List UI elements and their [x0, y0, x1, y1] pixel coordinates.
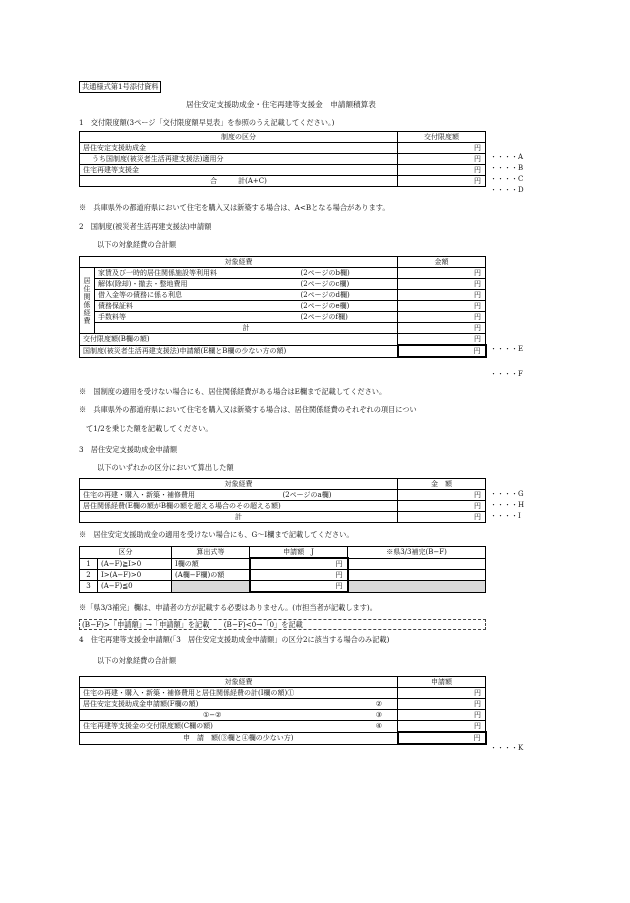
- s2-limit-label: 交付限度額(B欄の額): [80, 334, 398, 346]
- s3-calc-formula: I欄の額: [172, 558, 250, 570]
- s1-col-category: 制度の区分: [80, 132, 398, 143]
- s1-row-d-label: 合 計(A+C): [80, 176, 398, 187]
- s1-row-a-input[interactable]: 円: [398, 143, 486, 154]
- s1-ref-c: ・・・・C: [490, 175, 524, 183]
- s3-calc-col-amount: 申請額 J: [250, 547, 348, 559]
- s4-apply-label: 申 請 額(③欄と④欄の少ない方): [80, 732, 398, 744]
- s4-row-2-input[interactable]: 円: [398, 699, 486, 710]
- s3-calc-table: [79, 546, 486, 593]
- s3-calc-col-pref: ※県3/3補完(B−F): [348, 547, 486, 559]
- s3-row-i-label: 計: [80, 512, 398, 523]
- s3-ref-i: ・・・・I: [490, 512, 521, 520]
- s3-calc-cond: (A−F)≧I>0: [98, 558, 172, 570]
- s3-calc-input[interactable]: 円: [250, 570, 348, 581]
- s3-ref-h: ・・・・H: [490, 501, 525, 509]
- s2-item-input[interactable]: 円: [398, 290, 486, 301]
- s2-total-input[interactable]: 円: [398, 323, 486, 334]
- s3-calc-no: 1: [80, 558, 98, 570]
- s3-note: ※ 居住安定支援助成金の適用を受けない場合にも、G〜I欄まで記載してください。: [79, 530, 354, 539]
- s4-heading: 4 住宅再建等支援金申請額(「3 居住安定支援助成金申請額」の区分2に該当する場合のみ記載): [79, 635, 390, 644]
- s3-row-g-input[interactable]: 円: [398, 490, 486, 501]
- s1-ref-b: ・・・・B: [490, 164, 524, 172]
- s3-col-amount: 金 額: [398, 479, 486, 490]
- s1-row-b-input[interactable]: 円: [398, 154, 486, 165]
- s1-row-c-label: 住宅再建等支援金: [80, 165, 398, 176]
- s4-row-1-input[interactable]: 円: [398, 688, 486, 699]
- s4-ref-k: ・・・・K: [490, 744, 524, 752]
- s3-heading: 3 居住安定支援助成金申請額: [79, 445, 178, 454]
- page-title: 居住安定支援助成金・住宅再建等支援金 申請額積算表: [186, 100, 376, 109]
- s2-limit-input[interactable]: 円: [398, 334, 486, 346]
- s3-note-pref: ※「県3/3補完」欄は、申請者の方が記載する必要はありません。(市担当者が記載します)。: [79, 603, 377, 612]
- s2-ref-e: ・・・・E: [490, 345, 524, 353]
- s3-table: [79, 478, 486, 523]
- s2-note-2a: ※ 兵庫県外の都道府県において住宅を購入又は新築する場合は、居住関係経費のそれぞれの項目につい: [79, 405, 417, 414]
- s3-calc-col-category: 区分: [80, 547, 172, 559]
- s4-row-2-mark: ②: [375, 700, 382, 708]
- s4-row-3-input[interactable]: 円: [398, 710, 486, 721]
- s1-ref-d: ・・・・D: [490, 186, 524, 194]
- s1-table: [79, 131, 486, 187]
- s2-item-ref: (2ページのe欄): [298, 301, 398, 312]
- s4-table: [79, 676, 487, 745]
- s2-vertical-label: 居住関係経費: [80, 268, 95, 334]
- s3-col-expense: 対象経費: [80, 479, 398, 490]
- s2-item-input[interactable]: 円: [398, 279, 486, 290]
- s2-note-1: ※ 国制度の適用を受けない場合にも、居住関係経費がある場合はE欄まで記載してください。: [79, 387, 387, 396]
- s2-apply-label: 国制度(被災者生活再建支援法)申請額(E欄とB欄の少ない方の額): [80, 345, 398, 357]
- s1-ref-a: ・・・・A: [490, 153, 524, 161]
- s3-calc-no: 3: [80, 581, 98, 593]
- s3-calc-formula: (A欄−F欄)の額: [172, 570, 250, 581]
- s4-row-3-mark: ③: [375, 711, 382, 719]
- s2-note-2b: て1/2を乗じた額を記載してください。: [86, 424, 213, 433]
- s4-row-3-label: [80, 710, 398, 721]
- s1-row-a-label: 居住安定支援助成金: [80, 143, 398, 154]
- s4-col-expense: 対象経費: [80, 677, 398, 688]
- s3-calc-input[interactable]: 円: [250, 581, 348, 593]
- s3-calc-formula: [172, 581, 250, 593]
- s2-item-input[interactable]: 円: [398, 268, 486, 279]
- s3-calc-pref-cell[interactable]: [348, 558, 486, 570]
- s2-item-input[interactable]: 円: [398, 301, 486, 312]
- s2-sub: 以下の対象経費の合計額: [97, 240, 177, 249]
- s4-row-4-input[interactable]: 円: [398, 721, 486, 733]
- s2-item-ref: (2ページのf欄): [298, 312, 398, 323]
- s4-row-4-text: 住宅再建等支援金の交付限度額(C欄の額): [83, 722, 213, 731]
- s3-row-g-label: 住宅の再建・購入・新築・補修費用: [80, 490, 280, 501]
- s4-col-amount: 申請額: [398, 677, 486, 688]
- s2-item-label: 解体(除却)・撤去・整地費用: [95, 279, 298, 290]
- s2-item-label: 債務保証料: [95, 301, 298, 312]
- s3-calc-cond: I>(A−F)>0: [98, 570, 172, 581]
- s4-row-1-label: 住宅の再建・購入・新築・補修費用と居住関係経費の計(I欄の額)①: [80, 688, 398, 699]
- s1-row-b-label: うち国制度(被災者生活再建支援法)適用分: [80, 154, 398, 165]
- s4-sub: 以下の対象経費の合計額: [97, 656, 177, 665]
- s2-item-ref: (2ページのb欄): [298, 268, 398, 279]
- s4-row-2-label: [80, 699, 398, 710]
- s3-row-g-ref: (2ページのa欄): [280, 490, 398, 501]
- s3-calc-cond: (A−F)≦0: [98, 581, 172, 593]
- s2-item-label: 借入金等の債務に係る利息: [95, 290, 298, 301]
- s3-row-h-label: 居住関係経費(E欄の額がB欄の額を超える場合のその超える額): [80, 501, 398, 512]
- s3-note-rule: (B−F)>「申請額」→「申請額」を記載 (B−F)<0→「0」を記載: [79, 619, 486, 630]
- s2-total-label: 計: [95, 323, 398, 334]
- s2-item-ref: (2ページのd欄): [298, 290, 398, 301]
- s2-item-label: 手数料等: [95, 312, 298, 323]
- s3-sub: 以下のいずれかの区分において算出した額: [97, 463, 234, 472]
- s3-ref-g: ・・・・G: [490, 490, 524, 498]
- s4-row-4-mark: ④: [375, 722, 382, 731]
- s1-col-limit: 交付限度額: [398, 132, 486, 143]
- s2-item-label: 家賃及び一時的居住関係施設等利用料: [95, 268, 298, 279]
- s3-calc-no: 2: [80, 570, 98, 581]
- s3-calc-input[interactable]: 円: [250, 558, 348, 570]
- s2-item-input[interactable]: 円: [398, 312, 486, 323]
- form-tag: 共通様式第1号添付資料: [79, 81, 161, 93]
- s4-row-2-text: 居住安定支援助成金申請額(F欄の額): [83, 700, 199, 708]
- s4-row-3-text: ①−②: [203, 711, 222, 719]
- s4-apply-input[interactable]: 円: [398, 732, 486, 744]
- s2-table: [79, 256, 487, 358]
- s2-col-amount: 金額: [398, 257, 486, 268]
- s1-row-c-input[interactable]: 円: [398, 165, 486, 176]
- s3-row-h-input[interactable]: 円: [398, 501, 486, 512]
- s2-item-ref: (2ページのc欄): [298, 279, 398, 290]
- s3-calc-pref-cell: [348, 581, 486, 593]
- s1-note: ※ 兵庫県外の都道府県において住宅を購入又は新築する場合は、A<Bとなる場合があります。: [79, 203, 390, 212]
- s2-apply-input[interactable]: 円: [398, 345, 486, 357]
- s2-heading: 2 国制度(被災者生活再建支援法)申請額: [79, 222, 212, 231]
- s3-calc-pref-cell[interactable]: [348, 570, 486, 581]
- s1-heading: 1 交付限度額(3ページ「交付限度額早見表」を参照のうえ記載してください。): [79, 118, 335, 127]
- s1-row-d-input[interactable]: 円: [398, 176, 486, 187]
- s2-ref-f: ・・・・F: [490, 370, 523, 378]
- s4-row-4-label: [80, 721, 398, 733]
- s3-calc-col-formula: 算出式等: [172, 547, 250, 559]
- s2-col-expense: 対象経費: [80, 257, 398, 268]
- s3-row-i-input[interactable]: 円: [398, 512, 486, 523]
